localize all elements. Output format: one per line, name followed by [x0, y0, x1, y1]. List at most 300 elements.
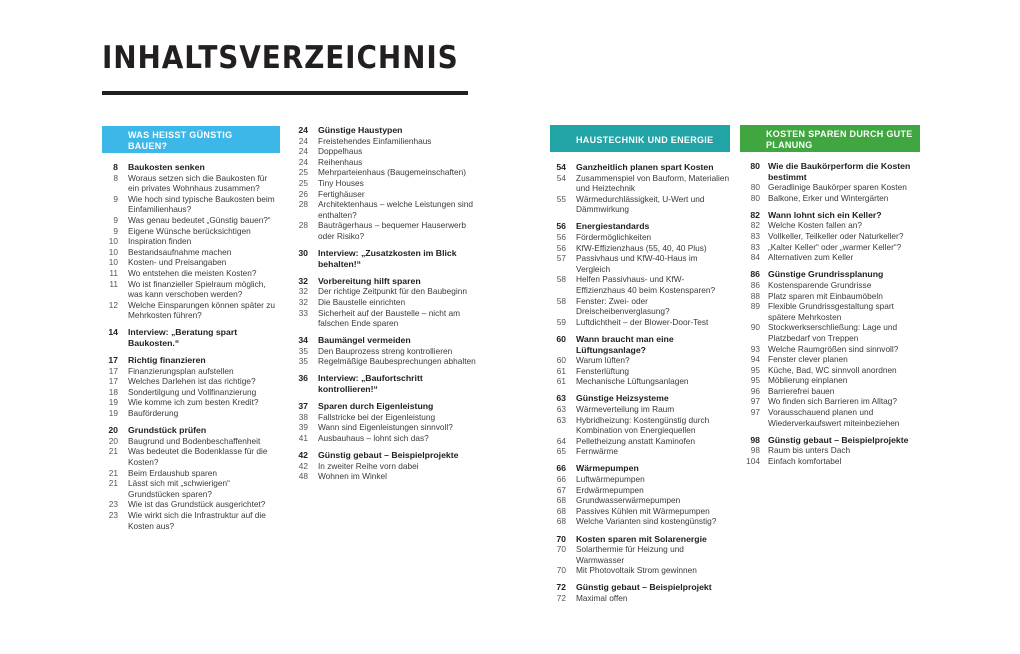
toc-entry [102, 247, 280, 258]
entry-title: Möblierung einplanen [768, 375, 848, 386]
entry-title: Baumängel vermeiden [318, 335, 411, 346]
page-number: 24 [298, 125, 308, 135]
entry-title: Fernwärme [576, 446, 618, 457]
toc-entry [740, 354, 920, 365]
entry-title: Wärmeverteilung im Raum [576, 403, 675, 414]
page-number: 61 [556, 376, 566, 387]
entry-title: Wie wirkt sich die Infrastruktur auf die Kosten aus? [128, 509, 266, 531]
toc-entry [292, 220, 482, 241]
page-number: 83 [750, 241, 760, 252]
toc-entry [740, 456, 920, 467]
entry-title: Mechanische Lüftungsanlagen [576, 376, 689, 387]
toc-list [292, 125, 482, 482]
page-number: 104 [746, 455, 760, 466]
page-number: 30 [298, 248, 308, 259]
entry-title: Wärmedurchlässigkeit, U-Wert und Dämmwirkung [576, 193, 705, 215]
toc-entry [102, 279, 280, 300]
entry-title: Eigene Wünsche berücksichtigen [128, 225, 251, 236]
toc-heading-entry [102, 425, 280, 436]
toc-entry [740, 220, 920, 231]
page-number: 11 [109, 267, 118, 278]
toc-entry [740, 252, 920, 263]
page-number: 63 [556, 414, 566, 425]
page-number: 80 [750, 161, 760, 171]
page-number: 72 [556, 592, 566, 603]
toc-entry [740, 231, 920, 242]
toc-heading-entry [740, 210, 920, 221]
page-number: 58 [556, 295, 566, 306]
toc-heading-entry [550, 463, 730, 474]
toc-list [550, 162, 730, 604]
toc-entry [550, 253, 730, 274]
toc-entry [292, 199, 482, 220]
entry-title: Flexible Grundrissgestaltung spart spätere Mehrkosten [768, 301, 894, 322]
toc-entry [292, 461, 482, 472]
page-number: 24 [298, 135, 308, 146]
toc-entry [550, 516, 730, 527]
entry-title: Lässt sich mit „schwierigen“ Grundstücken sparen? [128, 478, 230, 499]
entry-title: Küche, Bad, WC sinnvoll anordnen [768, 364, 897, 375]
entry-title: „Kalter Keller“ oder „warmer Keller“? [768, 241, 902, 252]
toc-heading-entry [292, 335, 482, 346]
toc-entry [550, 446, 730, 457]
page-number: 82 [750, 209, 760, 220]
entry-title: Bauträgerhaus – bequemer Hauserwerb oder Risiko? [318, 220, 467, 241]
toc-entry [550, 506, 730, 517]
entry-title: Raum bis unters Dach [768, 445, 851, 456]
toc-entry [292, 146, 482, 157]
toc-entry [740, 291, 920, 302]
entry-title: Wann sind Eigenleistungen sinnvoll? [318, 422, 453, 433]
entry-title: Stockwerkserschließung: Lage und Platzbedarf von Treppen [768, 322, 898, 343]
toc-heading-entry [102, 162, 280, 173]
toc-heading-entry [292, 248, 482, 269]
page-number: 70 [556, 544, 566, 555]
page-number: 82 [750, 220, 760, 231]
entry-title: Interview: „Zusatzkosten im Blick behalten!“ [318, 248, 457, 269]
toc-entry [550, 274, 730, 295]
page-number: 10 [108, 246, 118, 257]
page-number: 37 [298, 401, 308, 412]
toc-entry [292, 157, 482, 168]
toc-entry [550, 495, 730, 506]
toc-entry [102, 468, 280, 479]
page-number: 72 [556, 582, 566, 593]
toc-heading-entry [550, 221, 730, 232]
entry-title: Interview: „Beratung spart Baukosten.“ [128, 327, 238, 348]
page-number: 63 [556, 403, 566, 414]
page-number: 9 [113, 225, 118, 236]
toc-entry [740, 280, 920, 291]
entry-title: Erdwärmepumpen [576, 484, 644, 495]
entry-title: KfW-Effizienzhaus (55, 40, 40 Plus) [576, 242, 707, 253]
page-number: 23 [108, 509, 118, 520]
page-number: 68 [556, 495, 566, 506]
page-number: 10 [108, 236, 118, 247]
page-number: 17 [108, 365, 118, 376]
toc-entry [550, 232, 730, 243]
toc-entry [292, 286, 482, 297]
toc-entry [740, 344, 920, 355]
page-number: 56 [556, 242, 566, 253]
page-number: 25 [298, 167, 308, 178]
page-number: 42 [298, 460, 308, 471]
page-number: 28 [298, 199, 308, 210]
page-number: 17 [108, 376, 118, 387]
toc-heading-entry [550, 334, 730, 355]
page-number: 59 [556, 316, 566, 327]
page-number: 64 [556, 435, 566, 446]
toc-heading-entry [740, 435, 920, 446]
page-number: 97 [750, 407, 760, 418]
toc-entry [292, 422, 482, 433]
page-number: 20 [108, 435, 118, 446]
page-number: 86 [750, 279, 760, 290]
toc-entry [550, 436, 730, 447]
entry-title: Sondertilgung und Vollfinanzierung [128, 386, 257, 397]
toc-entry [292, 136, 482, 147]
page-number: 60 [556, 333, 566, 344]
page-number: 34 [298, 335, 308, 346]
toc-heading-entry [292, 276, 482, 287]
page-number: 70 [556, 565, 566, 576]
toc-entry [102, 408, 280, 419]
toc-entry [102, 446, 280, 467]
toc-entry [550, 317, 730, 328]
toc-entry [740, 242, 920, 253]
entry-title: Wann braucht man eine Lüftungsanlage? [576, 333, 674, 355]
entry-title: Maximal offen [576, 592, 628, 603]
toc-entry [292, 297, 482, 308]
toc-entry [292, 433, 482, 444]
entry-title: Günstig gebaut – Beispielprojekte [318, 450, 459, 461]
toc-entry [102, 387, 280, 398]
entry-title: Inspiration finden [128, 236, 192, 247]
page-number: 8 [113, 162, 118, 172]
page-number: 32 [298, 296, 308, 307]
toc-entry [550, 366, 730, 377]
page-number: 98 [750, 434, 760, 445]
entry-title: Wo ist finanzieller Spielraum möglich, was kann verschoben werden? [128, 278, 266, 300]
page-number: 98 [750, 445, 760, 456]
page-number: 36 [298, 373, 308, 384]
page-number: 70 [556, 533, 566, 544]
entry-title: Fertighäuser [318, 188, 365, 199]
page-number: 66 [556, 463, 566, 474]
page-number: 12 [108, 299, 118, 310]
toc-entry [292, 356, 482, 367]
page-number: 67 [556, 484, 566, 495]
entry-title: Welche Raumgrößen sind sinnvoll? [768, 343, 899, 354]
page-number: 60 [556, 355, 566, 366]
entry-title: Doppelhaus [318, 146, 363, 157]
toc-entry [550, 296, 730, 317]
toc-entry [740, 445, 920, 456]
entry-title: Sparen durch Eigenleistung [318, 401, 434, 412]
entry-title: Passives Kühlen mit Wärmepumpen [576, 505, 710, 516]
entry-title: Kosten- und Preisangaben [128, 257, 227, 268]
entry-title: Alternativen zum Keller [768, 252, 854, 263]
page-number: 35 [298, 356, 308, 367]
toc-entry [550, 194, 730, 215]
entry-title: Was bedeutet die Bodenklasse für die Kosten? [128, 446, 268, 467]
entry-title: Wie die Baukörperform die Kosten bestimmt [768, 161, 911, 182]
page-number: 38 [298, 411, 308, 422]
toc-entry [102, 510, 280, 531]
page-number: 24 [298, 146, 308, 157]
entry-title: Die Baustelle einrichten [318, 296, 406, 307]
section-header-kosten-sparen: KOSTEN SPAREN DURCH GUTE PLANUNG [740, 125, 920, 152]
toc-entry [102, 236, 280, 247]
toc-heading-entry [292, 401, 482, 412]
toc-entry [102, 257, 280, 268]
page-number: 18 [108, 386, 118, 397]
page-number: 11 [109, 278, 118, 289]
page-number: 48 [298, 471, 308, 482]
toc-entry [550, 173, 730, 194]
toc-entry [102, 226, 280, 237]
title-rule [102, 91, 468, 95]
entry-title: Wie ist das Grundstück ausgerichtet? [128, 499, 266, 510]
page-number: 65 [556, 446, 566, 457]
page-number: 54 [556, 162, 566, 172]
page-number: 9 [113, 214, 118, 225]
entry-title: Finanzierungsplan aufstellen [128, 365, 234, 376]
page-number: 57 [556, 253, 566, 264]
entry-title: Freistehendes Einfamilienhaus [318, 135, 432, 146]
toc-heading-entry [550, 162, 730, 173]
toc-entry [292, 346, 482, 357]
toc-heading-entry [292, 450, 482, 461]
page-number: 26 [298, 188, 308, 199]
toc-entry [550, 355, 730, 366]
entry-title: Energiestandards [576, 221, 650, 232]
page-number: 9 [113, 193, 118, 204]
entry-title: Der richtige Zeitpunkt für den Baubeginn [318, 286, 467, 297]
toc-entry [102, 499, 280, 510]
entry-title: Wie komme ich zum besten Kredit? [128, 397, 259, 408]
page-number: 80 [750, 182, 760, 193]
entry-title: Fenster clever planen [768, 354, 848, 365]
page-number: 56 [556, 232, 566, 243]
toc-entry [102, 194, 280, 215]
entry-title: Hybridheizung: Kostengünstig durch Kombination von Energiequellen [576, 414, 710, 436]
page-number: 14 [108, 327, 118, 338]
page-number: 25 [298, 177, 308, 188]
page-number: 90 [750, 322, 760, 333]
entry-title: Bestandsaufnahme machen [128, 246, 232, 257]
section-header-guenstig-bauen: WAS HEISST GÜNSTIG BAUEN? [102, 126, 280, 153]
entry-title: Fenster: Zwei- oder Dreischeibenverglasung? [576, 295, 670, 317]
toc-entry [550, 485, 730, 496]
page-number: 96 [750, 385, 760, 396]
page-number: 21 [108, 446, 118, 457]
entry-title: Baugrund und Bodenbeschaffenheit [128, 435, 261, 446]
page-number: 97 [750, 396, 760, 407]
page-number: 66 [556, 474, 566, 485]
toc-entry [740, 386, 920, 397]
entry-title: Günstige Grundrissplanung [768, 269, 884, 280]
entry-title: Fördermöglichkeiten [576, 232, 652, 243]
entry-title: Wärmepumpen [576, 463, 639, 474]
toc-entry [550, 565, 730, 576]
toc-entry [740, 365, 920, 376]
toc-entry [292, 189, 482, 200]
entry-title: Mehrparteienhaus (Baugemeinschaften) [318, 167, 467, 178]
page-number: 80 [750, 192, 760, 203]
page-number: 83 [750, 231, 760, 242]
entry-title: Grundwasserwärmepumpen [576, 495, 681, 506]
entry-title: Einfach komfortabel [768, 455, 842, 466]
page-number: 23 [108, 499, 118, 510]
entry-title: Warum lüften? [576, 355, 630, 366]
page-number: 61 [556, 365, 566, 376]
entry-title: Beim Erdaushub sparen [128, 467, 218, 478]
entry-title: Passivhaus und KfW-40-Haus im Vergleich [576, 253, 698, 274]
page-number: 20 [108, 425, 118, 436]
toc-entry [740, 322, 920, 343]
entry-title: Mit Photovoltaik Strom gewinnen [576, 565, 697, 576]
page-number: 94 [750, 354, 760, 365]
toc-heading-entry [292, 373, 482, 394]
entry-title: Fensterlüftung [576, 365, 630, 376]
page-number: 42 [298, 450, 308, 461]
toc-entry [740, 407, 920, 428]
toc-heading-entry [102, 327, 280, 348]
entry-title: Vorbereitung hilft sparen [318, 275, 421, 286]
entry-title: Welche Varianten sind kostengünstig? [576, 516, 717, 527]
page-number: 54 [556, 172, 566, 183]
page-number: 33 [298, 307, 308, 318]
toc-entry [102, 478, 280, 499]
entry-title: Fallstricke bei der Eigenleistung [318, 411, 436, 422]
toc-entry [740, 375, 920, 386]
toc-entry [102, 215, 280, 226]
toc-entry [550, 415, 730, 436]
toc-entry [102, 300, 280, 321]
toc-entry [102, 173, 280, 194]
page-number: 58 [556, 274, 566, 285]
entry-title: Welche Kosten fallen an? [768, 220, 862, 231]
toc-heading-entry [740, 269, 920, 280]
entry-title: Grundstück prüfen [128, 425, 207, 436]
entry-title: Regelmäßige Baubesprechungen abhalten [318, 356, 476, 367]
toc-entry [740, 193, 920, 204]
toc-heading-entry [550, 534, 730, 545]
entry-title: Wie hoch sind typische Baukosten beim Einfamilienhaus? [128, 193, 275, 215]
toc-entry [740, 301, 920, 322]
toc-heading-entry [550, 393, 730, 404]
entry-title: Luftdichtheit – der Blower-Door-Test [576, 316, 709, 327]
toc-entry [292, 167, 482, 178]
entry-title: Tiny Houses [318, 177, 364, 188]
page-number: 21 [108, 478, 118, 489]
section-header-haustechnik: HAUSTECHNIK UND ENERGIE [550, 125, 730, 152]
page-number: 41 [298, 432, 308, 443]
page-number: 95 [750, 375, 760, 386]
toc-heading-entry [102, 355, 280, 366]
entry-title: Vorausschauend planen und Wiederverkaufswert miteinbeziehen [768, 407, 900, 428]
page-number: 88 [750, 290, 760, 301]
entry-title: Kostensparende Grundrisse [768, 279, 872, 290]
entry-title: Balkone, Erker und Wintergärten [768, 192, 889, 203]
entry-title: Vollkeller, Teilkeller oder Naturkeller? [768, 231, 904, 242]
toc-list [740, 161, 920, 467]
toc-entry [292, 308, 482, 329]
toc-entry [740, 182, 920, 193]
toc-entry [292, 412, 482, 423]
entry-title: Sicherheit auf der Baustelle – nicht am falschen Ende sparen [318, 307, 461, 329]
page-title: INHALTSVERZEICHNIS [102, 40, 459, 76]
entry-title: Woraus setzen sich die Baukosten für ein privates Wohnhaus zusammen? [128, 172, 268, 194]
page-number: 89 [750, 301, 760, 312]
entry-title: Wo entstehen die meisten Kosten? [128, 267, 257, 278]
page-number: 32 [298, 286, 308, 297]
entry-title: Luftwärmepumpen [576, 474, 645, 485]
page-number: 10 [108, 257, 118, 268]
toc-entry [550, 544, 730, 565]
toc-entry [102, 366, 280, 377]
page-number: 24 [298, 156, 308, 167]
toc-entry [550, 474, 730, 485]
entry-title: Ausbauhaus – lohnt sich das? [318, 432, 429, 443]
toc-entry [550, 376, 730, 387]
entry-title: Was genau bedeutet „Günstig bauen?“ [128, 214, 271, 225]
page-number: 93 [750, 343, 760, 354]
entry-title: Den Bauprozess streng kontrollieren [318, 345, 453, 356]
page-number: 68 [556, 516, 566, 527]
entry-title: Wann lohnt sich ein Keller? [768, 209, 882, 220]
entry-title: Barrierefrei bauen [768, 385, 835, 396]
entry-title: Günstige Heizsysteme [576, 393, 669, 404]
entry-title: Günstig gebaut – Beispielprojekte [768, 434, 909, 445]
page-number: 21 [108, 467, 118, 478]
entry-title: Geradlinige Baukörper sparen Kosten [768, 182, 907, 193]
entry-title: Baukosten senken [128, 162, 205, 172]
entry-title: Platz sparen mit Einbaumöbeln [768, 290, 883, 301]
toc-entry [550, 243, 730, 254]
page-number: 55 [556, 193, 566, 204]
page-number: 39 [298, 422, 308, 433]
page-number: 19 [108, 408, 118, 419]
toc-entry [102, 376, 280, 387]
entry-title: Kosten sparen mit Solarenergie [576, 533, 707, 544]
page-number: 86 [750, 269, 760, 280]
entry-title: Richtig finanzieren [128, 355, 206, 366]
entry-title: Helfen Passivhaus- und KfW- Effizienzhaus 40 beim Kostensparen? [576, 274, 716, 296]
toc-entry [292, 471, 482, 482]
toc-entry [292, 178, 482, 189]
toc-entry [102, 397, 280, 408]
toc-entry [550, 593, 730, 604]
entry-title: Ganzheitlich planen spart Kosten [576, 162, 714, 172]
toc-list [102, 162, 280, 531]
entry-title: In zweiter Reihe vorn dabei [318, 460, 419, 471]
page-number: 28 [298, 220, 308, 231]
toc-heading-entry [292, 125, 482, 136]
toc-heading-entry [550, 582, 730, 593]
page-number: 8 [113, 172, 118, 183]
entry-title: Zusammenspiel von Bauform, Materialien und Heiztechnik [576, 172, 730, 194]
page-number: 68 [556, 505, 566, 516]
entry-title: Welche Einsparungen können später zu Mehrkosten führen? [128, 299, 275, 321]
entry-title: Welches Darlehen ist das richtige? [128, 376, 256, 387]
entry-title: Pelletheizung anstatt Kaminofen [576, 435, 696, 446]
page-number: 19 [108, 397, 118, 408]
entry-title: Bauförderung [128, 408, 179, 419]
page-number: 84 [750, 252, 760, 263]
toc-entry [550, 404, 730, 415]
